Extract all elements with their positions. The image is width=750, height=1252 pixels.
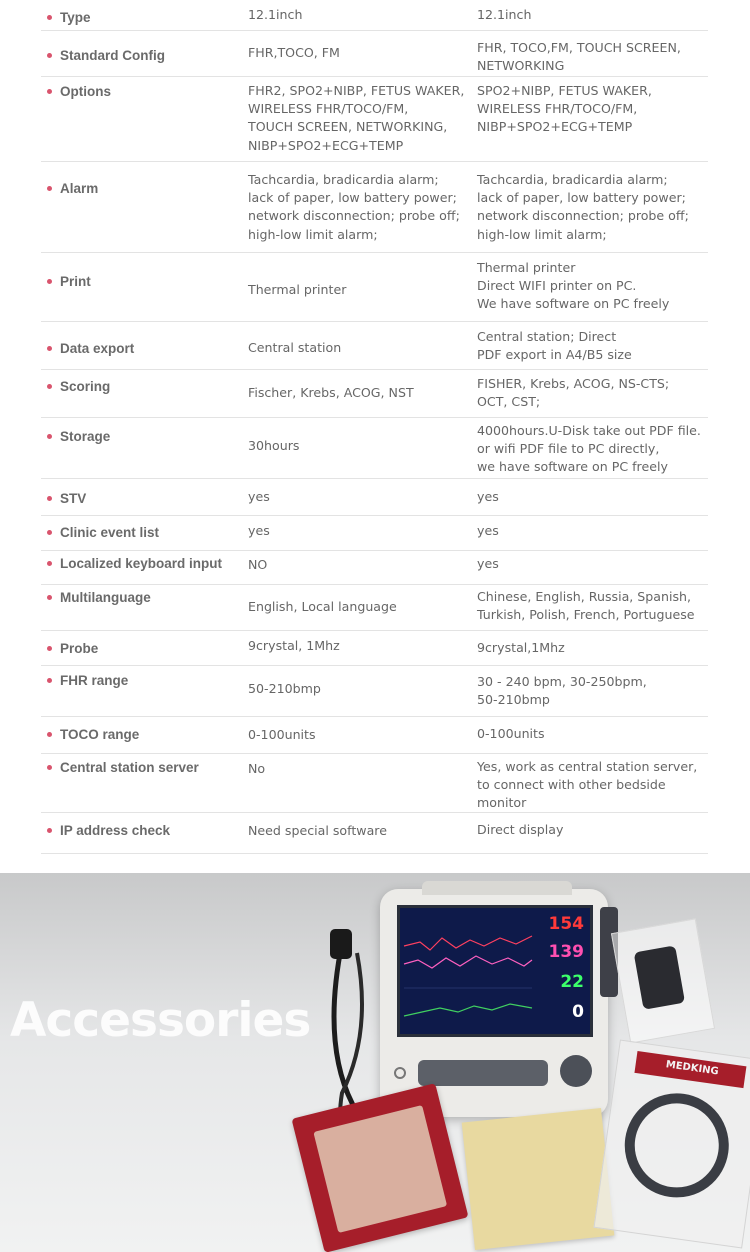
spec-row (41, 631, 708, 666)
spec-row (41, 585, 708, 631)
spec-label (60, 589, 151, 607)
spec-row (41, 162, 708, 253)
spec-value-model-a: Central station (248, 340, 342, 355)
spec-label-text: Probe (60, 641, 99, 656)
spec-label (60, 726, 139, 744)
bullet-icon (47, 530, 52, 535)
spec-value-model-b: Central station; Direct PDF export in A4/B5 size (477, 329, 632, 363)
probe-bag (594, 1039, 750, 1248)
spec-value-model-b: 12.1inch (477, 7, 532, 22)
spec-value-model-b: Yes, work as central station server, to connect with other bedside monitor (477, 759, 698, 811)
spec-row (41, 666, 708, 717)
spec-label (60, 555, 222, 573)
spec-value-model-b: Direct display (477, 822, 564, 837)
spec-label (60, 180, 98, 198)
spec-row (41, 754, 708, 813)
spec-label (60, 490, 86, 508)
bullet-icon (47, 434, 52, 439)
spec-row (41, 31, 708, 77)
spec-label (60, 524, 159, 542)
reading-fhr1: 154 (548, 914, 584, 934)
reading-fm: 0 (572, 1002, 584, 1022)
bullet-icon (47, 765, 52, 770)
spec-value-model-a: Fischer, Krebs, ACOG, NST (248, 385, 414, 400)
bullet-icon (47, 678, 52, 683)
spec-label-text: IP address check (60, 823, 171, 838)
reading-toco: 22 (560, 972, 584, 992)
spec-value-model-a: 50-210bmp (248, 681, 321, 696)
spec-value-model-a: English, Local language (248, 599, 397, 614)
spec-value-model-a: 12.1inch (248, 7, 303, 22)
bullet-icon (47, 828, 52, 833)
spec-value-model-b: 4000hours.U-Disk take out PDF file. or wifi PDF file to PC directly, we have software on PC freely (477, 423, 701, 475)
spec-label (60, 9, 91, 27)
spec-label (60, 47, 165, 65)
bullet-icon (47, 15, 52, 20)
thermal-paper (462, 1108, 615, 1250)
bullet-icon (47, 561, 52, 566)
control-knob (560, 1055, 592, 1087)
spec-row (41, 77, 708, 162)
accessories-title: Accessories (10, 993, 311, 1048)
spec-label-text: Storage (60, 429, 111, 444)
spec-row (41, 717, 708, 754)
spec-row (41, 0, 708, 31)
spec-value-model-b: 0-100units (477, 726, 545, 741)
spec-label (60, 83, 111, 101)
spec-label-text: TOCO range (60, 727, 140, 742)
monitor-screen (397, 905, 593, 1037)
bullet-icon (47, 89, 52, 94)
bullet-icon (47, 384, 52, 389)
spec-value-model-b: 9crystal,1Mhz (477, 640, 565, 655)
spec-value-model-b: FISHER, Krebs, ACOG, NS-CTS; OCT, CST; (477, 376, 670, 410)
spec-label (60, 378, 110, 396)
spec-value-model-b: yes (477, 523, 499, 538)
spec-value-model-a: FHR2, SPO2+NIBP, FETUS WAKER, WIRELESS FHR/TOCO/FM, TOUCH SCREEN, NETWORKING, NIBP+SPO2+ECG+TEMP (248, 83, 465, 153)
spec-label-text: Multilanguage (60, 590, 151, 605)
spec-value-model-a: 9crystal, 1Mhz (248, 638, 340, 653)
spec-row (41, 479, 708, 516)
bullet-icon (47, 186, 52, 191)
spec-value-model-a: Tachcardia, bradicardia alarm; lack of paper, low battery power; network disconnection; probe off; high-low limit alarm; (248, 172, 460, 242)
bullet-icon (47, 595, 52, 600)
bag-brand-label: MEDKING (665, 1059, 720, 1078)
spec-label-text: Print (60, 274, 91, 289)
spec-label-text: Central station server (60, 760, 199, 775)
accessories-banner (0, 873, 750, 1252)
bullet-icon (47, 53, 52, 58)
spec-label-text: Alarm (60, 181, 99, 196)
power-icon (394, 1067, 406, 1079)
spec-value-model-b: Chinese, English, Russia, Spanish, Turkish, Polish, French, Portuguese (477, 589, 695, 623)
spec-value-model-a: NO (248, 557, 268, 572)
bullet-icon (47, 496, 52, 501)
spec-value-model-a: yes (248, 489, 270, 504)
spec-value-model-b: Thermal printer Direct WIFI printer on PC. We have software on PC freely (477, 260, 670, 312)
spec-label-text: FHR range (60, 673, 129, 688)
spec-label-text: STV (60, 491, 87, 506)
spec-value-model-b: yes (477, 556, 499, 571)
keypad (418, 1060, 548, 1086)
spec-value-model-b: yes (477, 489, 499, 504)
spec-value-model-a: No (248, 761, 266, 776)
spec-label (60, 759, 199, 777)
spec-row (41, 370, 708, 418)
spec-row (41, 813, 708, 854)
spec-label (60, 822, 170, 840)
spec-value-model-a: yes (248, 523, 270, 538)
spec-label (60, 340, 134, 358)
bullet-icon (47, 646, 52, 651)
bullet-icon (47, 732, 52, 737)
spec-value-model-b: Tachcardia, bradicardia alarm; lack of paper, low battery power; network disconnection; probe off; high-low limit alarm; (477, 172, 689, 242)
spec-label (60, 640, 98, 658)
spec-value-model-a: Thermal printer (248, 282, 347, 297)
bullet-icon (47, 279, 52, 284)
spec-row (41, 551, 708, 585)
spec-value-model-b: FHR, TOCO,FM, TOUCH SCREEN, NETWORKING (477, 40, 681, 74)
spec-label-text: Standard Config (60, 48, 165, 63)
reading-fhr2: 139 (548, 942, 584, 962)
spec-label-text: Clinic event list (60, 525, 160, 540)
spec-value-model-b: SPO2+NIBP, FETUS WAKER, WIRELESS FHR/TOCO/FM, NIBP+SPO2+ECG+TEMP (477, 83, 652, 135)
spec-label-text: Data export (60, 341, 135, 356)
spec-value-model-a: FHR,TOCO, FM (248, 45, 340, 60)
spec-label (60, 672, 128, 690)
spec-row (41, 418, 708, 479)
bullet-icon (47, 346, 52, 351)
fetal-monitor-device (380, 889, 608, 1117)
spec-label (60, 273, 91, 291)
spec-label-text: Localized keyboard input (60, 556, 223, 571)
spec-label-text: Options (60, 84, 111, 99)
spec-label-text: Type (60, 10, 91, 25)
spec-value-model-a: 0-100units (248, 727, 316, 742)
printer-lid (422, 881, 572, 895)
spec-value-model-b: 30 - 240 bpm, 30-250bpm, 50-210bmp (477, 674, 647, 708)
spec-value-model-a: Need special software (248, 823, 387, 838)
spec-label (60, 428, 110, 446)
accessory-bag-small (611, 918, 715, 1043)
spec-label-text: Scoring (60, 379, 111, 394)
spec-row (41, 253, 708, 322)
spec-row (41, 516, 708, 551)
spec-value-model-a: 30hours (248, 438, 300, 453)
spec-row (41, 322, 708, 370)
